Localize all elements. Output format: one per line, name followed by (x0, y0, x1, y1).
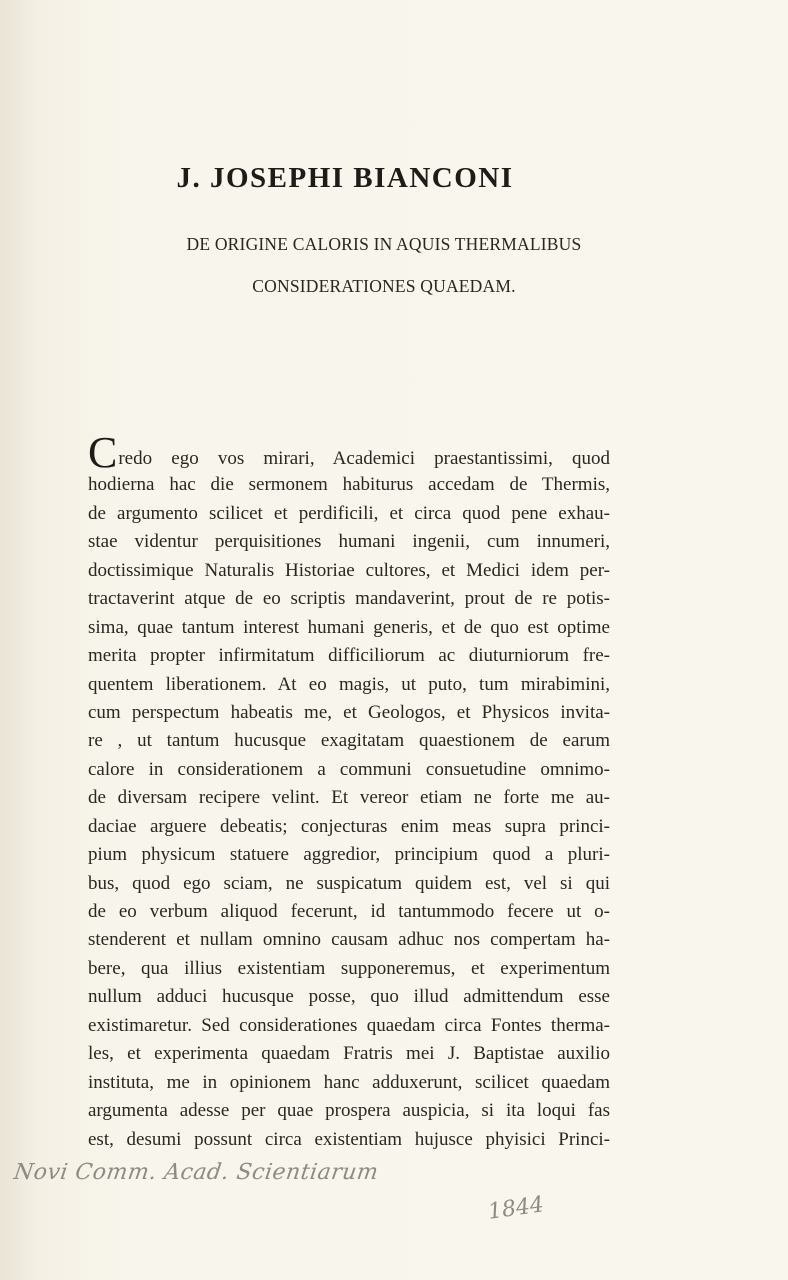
text-line (88, 557, 610, 585)
text-line-content: bus, quod ego sciam, ne suspicatum quidem est, vel si qui (88, 872, 610, 894)
text-line (88, 1126, 610, 1154)
text-line-content: hodierna hac die sermonem habiturus accedam de Thermis, (88, 474, 610, 496)
text-line (88, 471, 610, 499)
text-line-content: stenderent et nullam omnino causam adhuc nos compertam ha- (88, 929, 610, 951)
drop-cap: C (88, 428, 118, 477)
text-line-content: re , ut tantum hucusque exagitatam quaestionem de earum (88, 730, 610, 752)
text-line-content: redo ego vos mirari, Academici praestantissimi, quod (118, 448, 610, 469)
text-line-content: stae videntur perquisitiones humani ingenii, cum innumeri, (88, 531, 610, 553)
text-line (88, 528, 610, 556)
text-line-content: instituta, me in opinionem hanc adduxerunt, scilicet quaedam (88, 1071, 610, 1093)
text-line-content: de diversam recipere velint. Et vereor etiam ne forte me au- (88, 787, 610, 809)
text-line-content: bere, qua illius existentiam supponeremus, et experimentum (88, 957, 610, 979)
text-line (88, 1012, 610, 1040)
text-line (88, 428, 610, 477)
text-line (88, 500, 610, 528)
text-line-content: cum perspectum habeatis me, et Geologos, et Physicos invita- (88, 701, 610, 723)
text-line (88, 727, 610, 755)
text-line-content: calore in considerationem a communi consuetudine omnimo- (88, 758, 610, 780)
text-line (88, 1069, 610, 1097)
text-line-content: argumenta adesse per quae prospera auspicia, si ita loqui fas (88, 1100, 610, 1122)
text-line (88, 784, 610, 812)
text-line-content: les, et experimenta quaedam Fratris mei J. Baptistae auxilio (88, 1043, 610, 1065)
text-line-content: daciae arguere debeatis; conjecturas enim meas supra princi- (88, 815, 610, 837)
text-line (88, 1097, 610, 1125)
text-line-content: est, desumi possunt circa existentiam hujusce phyisici Princi- (88, 1128, 610, 1150)
text-line (88, 870, 610, 898)
text-line (88, 642, 610, 670)
text-line-content: merita propter infirmitatum difficiliorum ac diuturniorum fre- (88, 645, 610, 667)
text-line (88, 671, 610, 699)
subtitle-line-2: CONSIDERATIONES QUAEDAM. (252, 276, 516, 296)
text-line-content: de eo verbum aliquod fecerunt, id tantummodo fecere ut o- (88, 901, 610, 922)
text-line-content: doctissimique Naturalis Historiae cultores, et Medici idem per- (88, 559, 610, 581)
handwritten-year-note: 1844 (486, 1192, 546, 1225)
text-line (88, 983, 610, 1011)
text-line (88, 955, 610, 983)
text-line-content: quentem liberationem. At eo magis, ut puto, tum mirabimini, (88, 673, 610, 695)
text-line (88, 756, 610, 784)
text-line (88, 898, 610, 926)
text-line-content: de argumento scilicet et perdificili, et circa quod pene exhau- (88, 502, 610, 524)
text-line-content: existimaretur. Sed considerationes quaedam circa Fontes therma- (88, 1014, 610, 1036)
text-line (88, 614, 610, 642)
handwritten-source-note: Novi Comm. Acad. Scientiarum (12, 1160, 381, 1185)
text-line-content: sima, quae tantum interest humani generis, et de quo est optime (88, 616, 610, 638)
text-line-content: pium physicum statuere aggredior, principium quod a pluri- (88, 844, 610, 866)
text-line (88, 585, 610, 613)
text-line-content: tractaverint atque de eo scriptis mandaverint, prout de re potis- (88, 588, 610, 610)
text-line (88, 841, 610, 869)
subtitle-line-1: DE ORIGINE CALORIS IN AQUIS THERMALIBUS (186, 234, 582, 254)
page-title: J. JOSEPHI BIANCONI (176, 162, 514, 194)
text-line (88, 699, 610, 727)
body-text (88, 428, 610, 1154)
text-line (88, 1040, 610, 1068)
text-line-content: nullum adduci hucusque posse, quo illud admittendum esse (88, 986, 610, 1008)
text-line (88, 926, 610, 954)
text-line (88, 813, 610, 841)
